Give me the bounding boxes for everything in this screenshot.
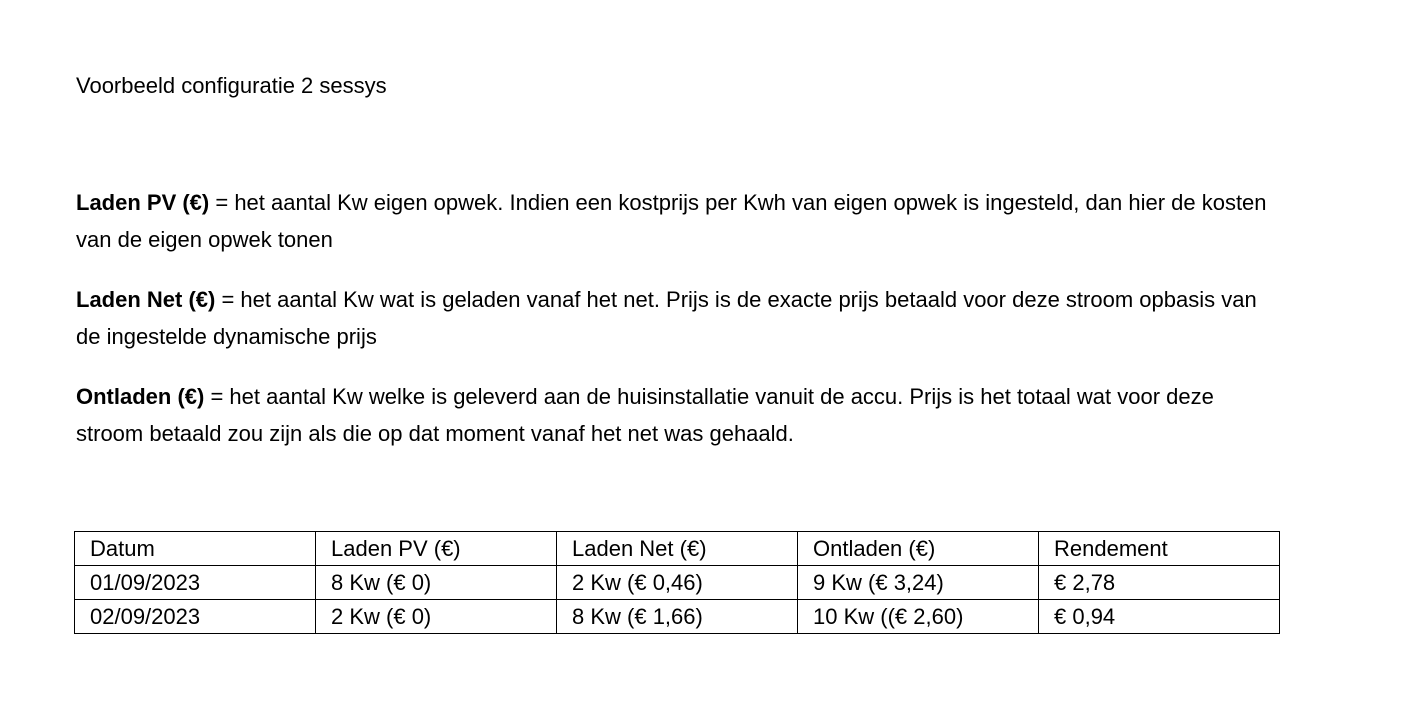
header-cell-laden-net: Laden Net (€) [557,532,798,566]
definition-ontladen [76,378,1276,452]
header-cell-datum: Datum [75,532,316,566]
header-cell-ontladen: Ontladen (€) [798,532,1039,566]
table-row [75,566,1280,600]
definition-laden-net [76,281,1276,355]
term-laden-net: Laden Net (€) [76,287,216,312]
table-cell: 2 Kw (€ 0) [316,600,557,634]
table-cell: € 0,94 [1039,600,1280,634]
table-cell: 9 Kw (€ 3,24) [798,566,1039,600]
table-cell: 8 Kw (€ 1,66) [557,600,798,634]
table-cell: 2 Kw (€ 0,46) [557,566,798,600]
table-cell: 10 Kw ((€ 2,60) [798,600,1039,634]
header-cell-laden-pv: Laden PV (€) [316,532,557,566]
term-ontladen: Ontladen (€) [76,384,205,409]
term-laden-pv: Laden PV (€) [76,190,210,215]
definition-laden-pv [76,184,1276,258]
table-cell: 01/09/2023 [75,566,316,600]
results-table [74,531,1280,634]
header-cell-rendement: Rendement [1039,532,1280,566]
definition-text-laden-pv: = het aantal Kw eigen opwek. Indien een kostprijs per Kwh van eigen opwek is ingesteld, dan hier de kosten van de eigen opwek tonen [76,190,1267,252]
table-header-row [75,532,1280,566]
table-row [75,600,1280,634]
table-cell: 8 Kw (€ 0) [316,566,557,600]
definition-text-ontladen: = het aantal Kw welke is geleverd aan de huisinstallatie vanuit de accu. Prijs is het totaal wat voor deze stroom betaald zou zijn als die op dat moment vanaf het net was gehaald. [76,384,1214,446]
table-cell: 02/09/2023 [75,600,316,634]
definition-text-laden-net: = het aantal Kw wat is geladen vanaf het net. Prijs is de exacte prijs betaald voor deze stroom opbasis van de ingestelde dynamische prijs [76,287,1257,349]
document-title: Voorbeeld configuratie 2 sessys [76,73,387,98]
table-cell: € 2,78 [1039,566,1280,600]
